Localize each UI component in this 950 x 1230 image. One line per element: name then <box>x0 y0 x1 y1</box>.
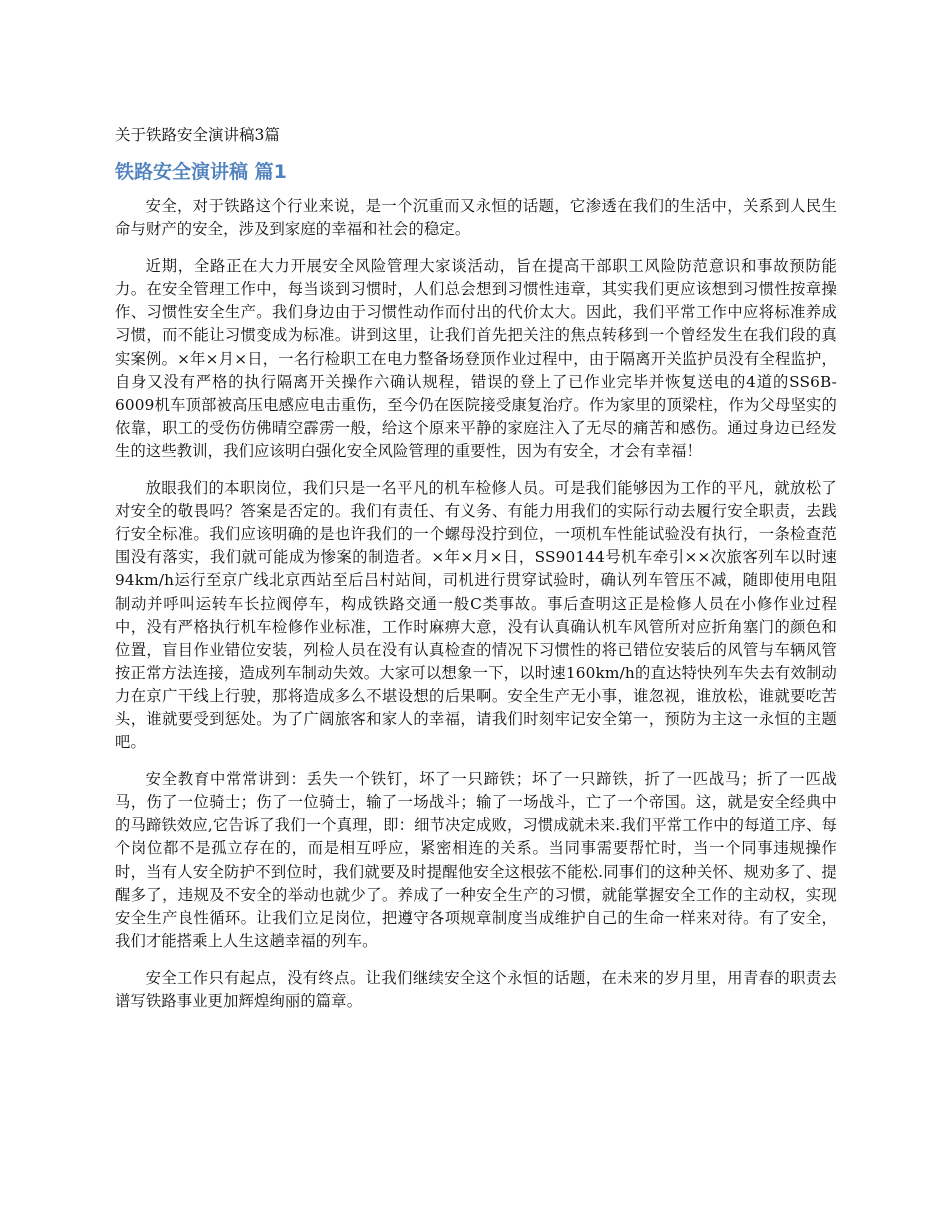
document-title: 关于铁路安全演讲稿3篇 <box>115 126 280 144</box>
section-heading: 铁路安全演讲稿 篇1 <box>115 161 287 183</box>
paragraph-2: 近期，全路正在大力开展安全风险管理大家谈活动，旨在提高干部职工风险防范意识和事故预防能力。在安全管理工作中，每当谈到习惯时，人们总会想到习惯性违章，其实我们更应该想到习惯性按章操作、习惯性安全生产。我们身边由于习惯性动作而付出的代价太大。因此，我们平常工作中应将标准养成习惯，而不能让习惯变成为标准。讲到这里，让我们首先把关注的焦点转移到一个曾经发生在我们段的真实案例。×年×月×日，一名行检职工在电力整备场登顶作业过程中，由于隔离开关监护员没有全程监护，自身又没有严格的执行隔离开关操作六确认规程，错误的登上了已作业完毕并恢复送电的4道的SS6B-6009机车顶部被高压电感应电击重伤，至今仍在医院接受康复治疗。作为家里的顶梁柱，作为父母坚实的依靠，职工的受伤仿佛晴空霹雳一般，给这个原来平静的家庭注入了无尽的痛苦和感伤。通过身边已经发生的这些教训，我们应该明白强化安全风险管理的重要性，因为有安全，才会有幸福！ <box>115 257 837 460</box>
paragraph-5: 安全工作只有起点，没有终点。让我们继续安全这个永恒的话题，在未来的岁月里，用青春的职责去谱写铁路事业更加辉煌绚丽的篇章。 <box>115 968 837 1010</box>
paragraph-4: 安全教育中常常讲到：丢失一个铁钉，坏了一只蹄铁；坏了一只蹄铁，折了一匹战马；折了一匹战马，伤了一位骑士；伤了一位骑士，输了一场战斗；输了一场战斗，亡了一个帝国。这，就是安全经典中的马蹄铁效应,它告诉了我们一个真理，即：细节决定成败，习惯成就未来.我们平常工作中的每道工序、每个岗位都不是孤立存在的，而是相互呼应，紧密相连的关系。当同事需要帮忙时，当一个同事违规操作时，当有人安全防护不到位时，我们就要及时提醒他安全这根弦不能松.同事们的这种关怀、规劝多了、提醒多了，违规及不安全的举动也就少了。养成了一种安全生产的习惯，就能掌握安全工作的主动权，实现安全生产良性循环。让我们立足岗位，把遵守各项规章制度当成维护自己的生命一样来对待。有了安全，我们才能搭乘上人生这趟幸福的列车。 <box>115 770 837 950</box>
paragraph-1: 安全，对于铁路这个行业来说，是一个沉重而又永恒的话题，它渗透在我们的生活中，关系到人民生命与财产的安全，涉及到家庭的幸福和社会的稳定。 <box>115 197 837 239</box>
document-page <box>115 123 837 1027</box>
paragraph-3: 放眼我们的本职岗位，我们只是一名平凡的机车检修人员。可是我们能够因为工作的平凡，就放松了对安全的敬畏吗？答案是否定的。我们有责任、有义务、有能力用我们的实际行动去履行安全职责，去践行安全标准。我们应该明确的是也许我们的一个螺母没拧到位，一项机车性能试验没有执行，一条检查范围没有落实，我们就可能成为惨案的制造者。×年×月×日，SS90144号机车牵引××次旅客列车以时速94km/h运行至京广线北京西站至后吕村站间，司机进行贯穿试验时，确认列车管压不减，随即使用电阻制动并呼叫运转车长拉阀停车，构成铁路交通一般C类事故。事后查明这正是检修人员在小修作业过程中，没有严格执行机车检修作业标准，工作时麻痹大意，没有认真确认机车风管所对应折角塞门的颜色和位置，盲目作业错位安装，列检人员在没有认真检查的情况下习惯性的将已错位安装后的风管与车辆风管按正常方法连接，造成列车制动失效。大家可以想象一下，以时速160km/h的直达特快列车失去有效制动力在京广干线上行驶，那将造成多么不堪设想的后果啊。安全生产无小事，谁忽视，谁放松，谁就要吃苦头，谁就要受到惩处。为了广阔旅客和家人的幸福，请我们时刻牢记安全第一，预防为主这一永恒的主题吧。 <box>115 479 837 752</box>
